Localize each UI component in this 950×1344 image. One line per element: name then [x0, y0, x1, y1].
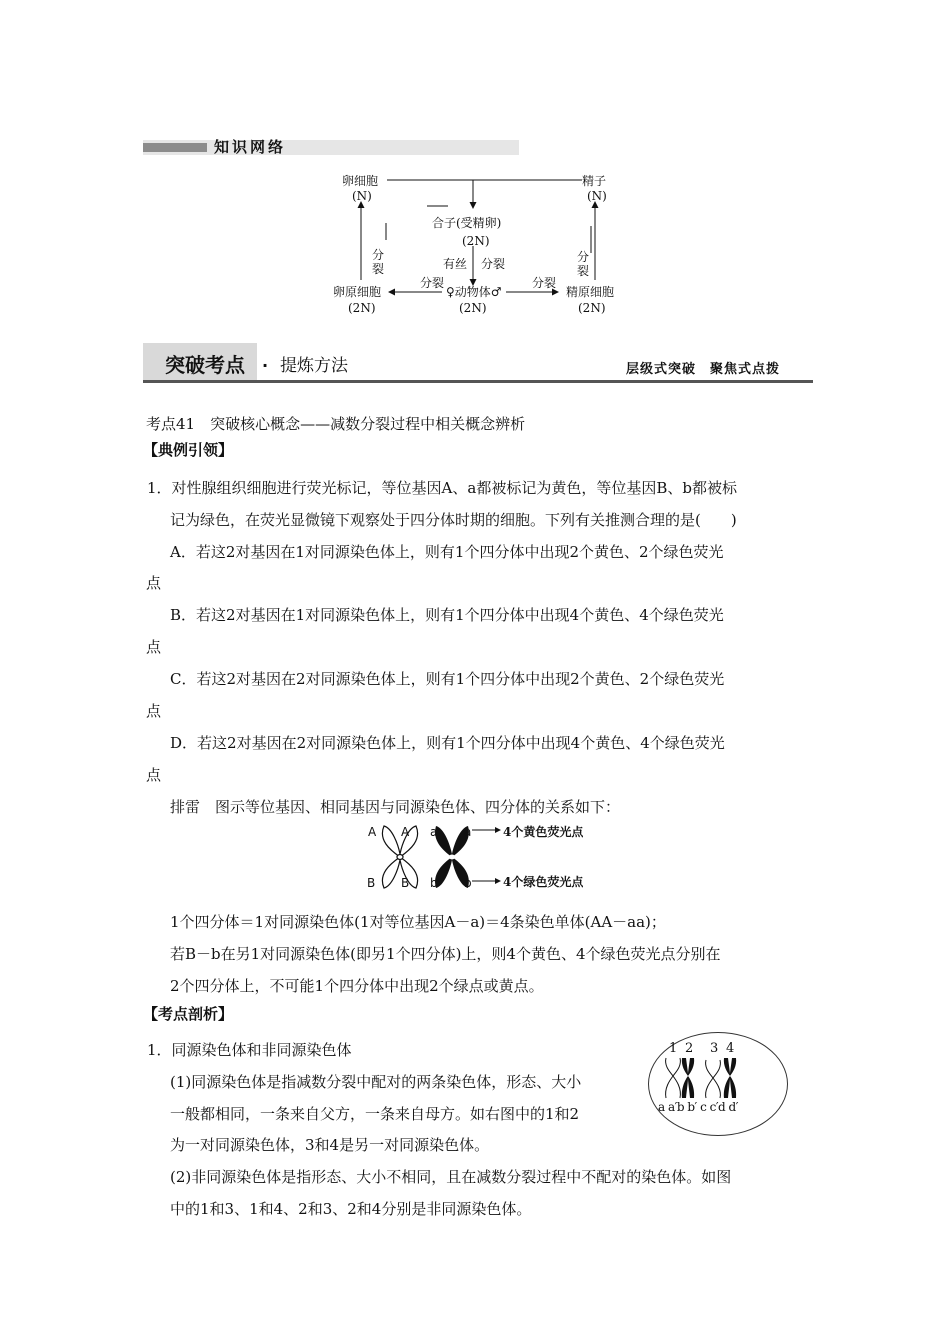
homolog-chromosomes	[660, 1056, 744, 1100]
section-header-right: 层级式突破 聚焦式点拨	[626, 362, 781, 377]
explanation-line-1: 1个四分体＝1对同源染色体(1对等位基因A－a)＝4条染色单体(AA－aa)；	[170, 913, 666, 931]
paragraph2-line-2: 中的1和3、1和4、2和3、2和4分别是非同源染色体。	[170, 1200, 532, 1218]
section-header-dot: ·	[262, 356, 269, 375]
chromosome-2	[682, 1058, 694, 1098]
animal-label: ♀动物体♂	[446, 285, 502, 299]
section-header-subtitle: 提炼方法	[280, 356, 348, 376]
chromosome-3	[706, 1060, 721, 1098]
option-c-line-1: C．若这2对基因在2对同源染色体上，则有1个四分体中出现2个黄色、2个绿色荧光	[170, 670, 725, 688]
option-d-line-2: 点	[146, 766, 162, 784]
fig-gene-A-right: A	[401, 825, 410, 839]
section-header-rule	[143, 380, 813, 383]
explanation-line-2: 若B－b在另1对同源染色体(即另1个四分体)上，则4个黄色、4个绿色荧光点分别在	[170, 945, 721, 963]
chromosome-4	[724, 1058, 736, 1098]
option-a-line-1: A．若这2对基因在1对同源染色体上，则有1个四分体中出现2个黄色、2个绿色荧光	[170, 543, 724, 561]
animal-ploidy: (2N)	[459, 301, 487, 315]
oogonium-ploidy: (2N)	[348, 301, 376, 315]
fig-gene-b-right: b	[464, 876, 472, 890]
option-b-line-1: B．若这2对基因在1对同源染色体上，则有1个四分体中出现4个黄色、4个绿色荧光	[170, 606, 724, 624]
zygote-ploidy: (2N)	[462, 234, 490, 248]
question-line-1: 1．对性腺组织细胞进行荧光标记，等位基因A、a都被标记为黄色，等位基因B、b都被标	[147, 479, 737, 497]
option-b-line-2: 点	[146, 638, 162, 656]
homolog-num-2: 2	[685, 1041, 694, 1056]
paragraph2-line-1: (2)非同源染色体是指形态、大小不相同，且在减数分裂过程中不配对的染色体。如图	[170, 1168, 732, 1186]
item1-title: 1．同源染色体和非同源染色体	[147, 1041, 352, 1059]
split-arrow-left-label: 分裂	[420, 276, 445, 290]
homolog-num-3: 3	[710, 1041, 719, 1056]
homolog-num-1: 1	[669, 1041, 678, 1056]
chromosome-1	[666, 1058, 681, 1098]
fig-gene-a-right: a	[464, 825, 472, 839]
spermatogonium-label: 精原细胞	[566, 285, 615, 299]
analysis-intro: 排雷 图示等位基因、相同基因与同源染色体、四分体的关系如下：	[170, 798, 621, 816]
section-header-title: 突破考点	[165, 353, 245, 377]
spermatogonium-ploidy: (2N)	[578, 301, 606, 315]
fig-gene-b-left: b	[430, 876, 438, 890]
fig-gene-A-left: A	[368, 825, 377, 839]
fig-green-label: 4个绿色荧光点	[503, 875, 584, 889]
oogonium-label: 卵原细胞	[333, 285, 382, 299]
egg-cell-ploidy: (N)	[352, 189, 372, 203]
sperm-label: 精子	[582, 174, 607, 188]
knowledge-network-bar-dark	[143, 143, 207, 152]
split-right-label: 分裂	[577, 250, 590, 278]
paragraph1-line-3: 为一对同源染色体，3和4是另一对同源染色体。	[170, 1136, 490, 1154]
example-label: 【典例引领】	[143, 441, 234, 459]
analysis-section-label: 【考点剖析】	[143, 1005, 234, 1023]
split-arrow-right-label: 分裂	[532, 276, 557, 290]
topic-title: 考点41 突破核心概念——减数分裂过程中相关概念辨析	[146, 415, 526, 433]
fig-gene-B-left: B	[367, 876, 376, 890]
option-c-line-2: 点	[146, 702, 162, 720]
fig-gene-B-right: B	[401, 876, 410, 890]
egg-cell-label: 卵细胞	[342, 174, 379, 188]
option-d-line-1: D．若这2对基因在2对同源染色体上，则有1个四分体中出现4个黄色、4个绿色荧光	[170, 734, 725, 752]
question-line-2: 记为绿色，在荧光显微镜下观察处于四分体时期的细胞。下列有关推测合理的是( )	[170, 511, 737, 529]
zygote-label: 合子(受精卵)	[432, 216, 502, 230]
homolog-num-4: 4	[726, 1041, 735, 1056]
option-a-line-2: 点	[146, 574, 162, 592]
explanation-line-3: 2个四分体上，不可能1个四分体中出现2个绿点或黄点。	[170, 977, 544, 995]
knowledge-network-title: 知识网络	[214, 138, 287, 156]
outline-chromosome-pair	[382, 826, 417, 888]
mitosis-label-a: 有丝	[443, 257, 468, 271]
split-left-label: 分裂	[372, 248, 385, 276]
paragraph1-line-1: (1)同源染色体是指减数分裂中配对的两条染色体，形态、大小	[170, 1073, 582, 1091]
sperm-ploidy: (N)	[587, 189, 607, 203]
homolog-gene-labels: a a′b b′ c c′d d′	[658, 1100, 738, 1114]
fig-yellow-label: 4个黄色荧光点	[503, 825, 584, 839]
paragraph1-line-2: 一般都相同，一条来自父方，一条来自母方。如右图中的1和2	[170, 1105, 580, 1123]
fig-gene-a-left: a	[430, 825, 438, 839]
mitosis-label-b: 分裂	[481, 257, 506, 271]
